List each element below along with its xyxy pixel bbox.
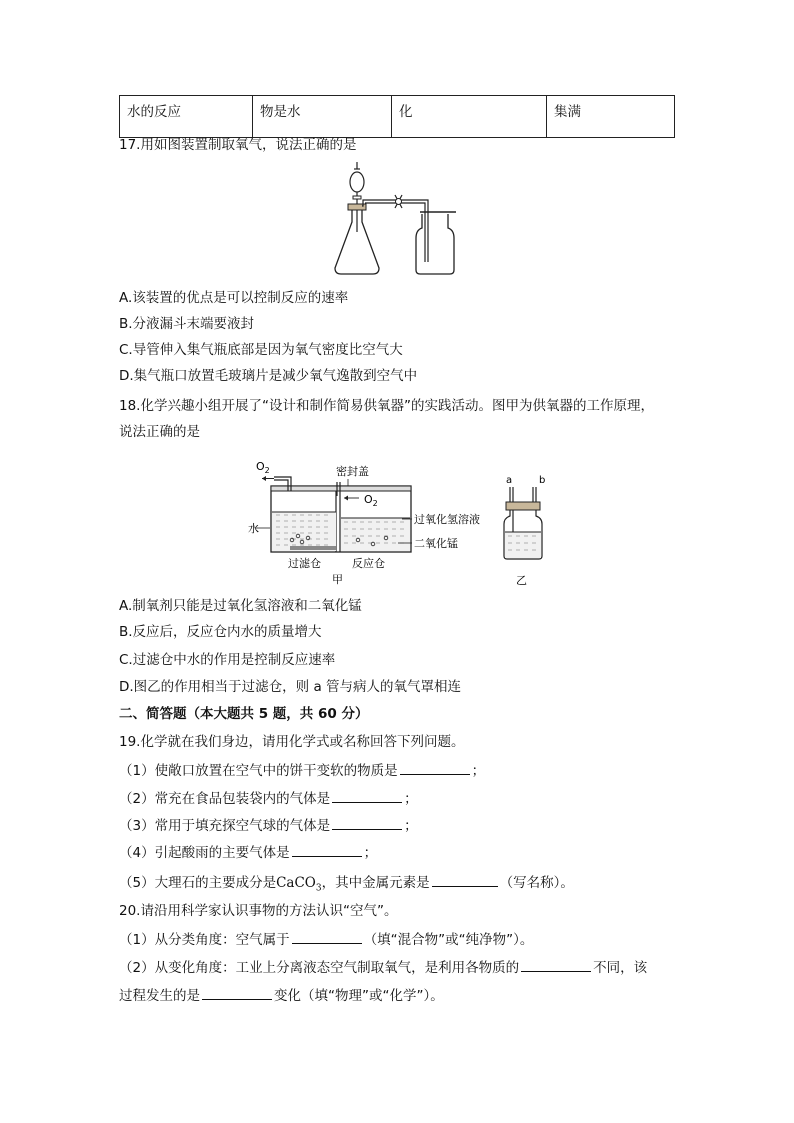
answer-table bbox=[119, 95, 675, 138]
section-title: 二、简答题（本大题共 5 题，共 60 分） bbox=[119, 706, 369, 722]
fig-water-label: 水 bbox=[248, 522, 259, 535]
fig-tube-a-label: a bbox=[506, 475, 513, 486]
answer-blank[interactable] bbox=[202, 985, 272, 1000]
fig-h2o2-label: 过氧化氢溶液 bbox=[414, 513, 480, 526]
q20-item-2: （2）从变化角度：工业上分离液态空气制取氧气，是利用各物质的 不同，该 bbox=[119, 957, 647, 977]
fig-tube-b-label: b bbox=[539, 475, 546, 486]
q18-option-d: D.图乙的作用相当于过滤仓，则 a 管与病人的氧气罩相连 bbox=[119, 679, 462, 695]
answer-blank[interactable] bbox=[292, 929, 362, 944]
q17-stem: 17.用如图装置制取氧气，说法正确的是 bbox=[119, 137, 357, 153]
fig-seal-cap-label: 密封盖 bbox=[336, 465, 369, 478]
q19-item-1: （1）使敞口放置在空气中的饼干变软的物质是 ； bbox=[119, 760, 485, 780]
q20-item-2-cont: 过程发生的是 变化（填“物理”或“化学”）。 bbox=[119, 985, 444, 1005]
answer-blank[interactable] bbox=[292, 842, 362, 857]
q18-oxygen-supplier-figure bbox=[248, 452, 558, 592]
q17-option-d: D.集气瓶口放置毛玻璃片是减少氧气逸散到空气中 bbox=[119, 368, 418, 384]
q19-item-2: （2）常充在食品包装袋内的气体是 ； bbox=[119, 788, 418, 808]
q18-stem-line1: 18.化学兴趣小组开展了“设计和制作简易供氧器”的实践活动。图甲为供氧器的工作原理， bbox=[119, 398, 654, 414]
table-cell: 物是水 bbox=[253, 96, 392, 138]
q20-item-1: （1）从分类角度：空气属于 （填“混合物”或“纯净物”）。 bbox=[119, 929, 533, 949]
fig-o2-right-label: $O_2$ bbox=[364, 493, 378, 508]
fig-reaction-chamber-label: 反应仓 bbox=[352, 557, 385, 570]
answer-blank[interactable] bbox=[332, 788, 402, 803]
fig-yi-label: 乙 bbox=[516, 574, 527, 587]
q19-item-3: （3）常用于填充探空气球的气体是 ； bbox=[119, 815, 418, 835]
table-cell: 水的反应 bbox=[120, 96, 253, 138]
q19-stem: 19.化学就在我们身边，请用化学式或名称回答下列问题。 bbox=[119, 734, 465, 750]
fig-filter-chamber-label: 过滤仓 bbox=[288, 557, 321, 570]
table-row bbox=[120, 96, 675, 138]
answer-blank[interactable] bbox=[521, 957, 591, 972]
fig-o2-left-label: $O_2$ bbox=[256, 460, 270, 475]
q19-item-4: （4）引起酸雨的主要气体是 ； bbox=[119, 842, 377, 862]
q18-option-c: C.过滤仓中水的作用是控制反应速率 bbox=[119, 652, 336, 668]
q18-stem-line2: 说法正确的是 bbox=[119, 424, 200, 440]
formula-caco3: CaCO$_3$ bbox=[276, 875, 322, 894]
q17-option-a: A.该装置的优点是可以控制反应的速率 bbox=[119, 290, 349, 306]
q18-option-a: A.制氧剂只能是过氧化氢溶液和二氧化锰 bbox=[119, 598, 362, 614]
q19-item-5: （5）大理石的主要成分是CaCO$_3$，其中金属元素是 （写名称）。 bbox=[119, 872, 574, 898]
table-cell: 化 bbox=[392, 96, 547, 138]
q17-option-c: C.导管伸入集气瓶底部是因为氧气密度比空气大 bbox=[119, 342, 403, 358]
fig-mno2-label: 二氧化锰 bbox=[414, 537, 458, 550]
q17-apparatus-figure bbox=[330, 160, 460, 280]
table-cell: 集满 bbox=[547, 96, 675, 138]
fig-jia-label: 甲 bbox=[332, 573, 343, 586]
answer-blank[interactable] bbox=[332, 815, 402, 830]
answer-blank[interactable] bbox=[432, 872, 498, 887]
q20-stem: 20.请沿用科学家认识事物的方法认识“空气”。 bbox=[119, 903, 398, 919]
q18-option-b: B.反应后，反应仓内水的质量增大 bbox=[119, 624, 322, 640]
answer-blank[interactable] bbox=[400, 760, 470, 775]
q17-option-b: B.分液漏斗末端要液封 bbox=[119, 316, 255, 332]
